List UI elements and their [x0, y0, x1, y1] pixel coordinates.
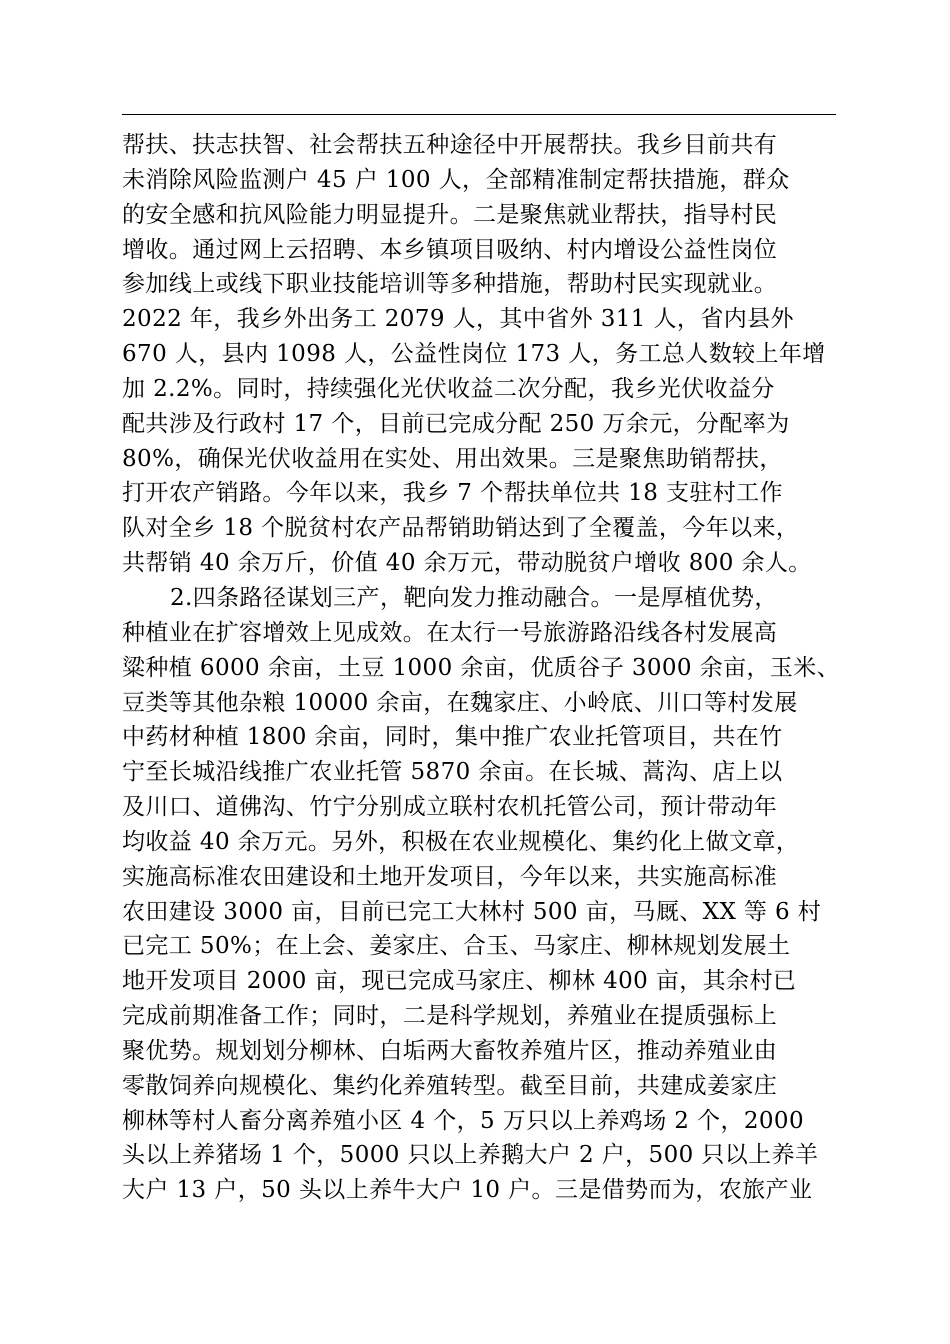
text-line: 80%，确保光伏收益用在实处、用出效果。三是聚焦助销帮扶， — [122, 445, 783, 472]
header-rule — [122, 114, 836, 115]
text-line: 的安全感和抗风险能力明显提升。二是聚焦就业帮扶，指导村民 — [122, 201, 778, 228]
text-line: 地开发项目 2000 亩，现已完成马家庄、柳林 400 亩，其余村已 — [122, 968, 797, 995]
text-line: 零散饲养向规模化、集约化养殖转型。截至目前，共建成姜家庄 — [122, 1072, 778, 1099]
text-line: 打开农产销路。今年以来，我乡 7 个帮扶单位共 18 支驻村工作 — [122, 480, 783, 507]
body-text — [122, 128, 842, 1208]
text-line: 加 2.2%。同时，持续强化光伏收益二次分配，我乡光伏收益分 — [122, 375, 775, 402]
text-line: 中药材种植 1800 余亩，同时，集中推广农业托管项目，共在竹 — [122, 724, 783, 751]
text-line: 大户 13 户，50 头以上养牛大户 10 户。三是借势而为，农旅产业 — [122, 1177, 813, 1204]
text-line: 均收益 40 余万元。另外，积极在农业规模化、集约化上做文章， — [122, 828, 800, 855]
text-line: 未消除风险监测户 45 户 100 人，全部精准制定帮扶措施，群众 — [122, 166, 790, 193]
text-line: 聚优势。规划划分柳林、白垢两大畜牧养殖片区，推动养殖业由 — [122, 1037, 778, 1064]
text-line: 农田建设 3000 亩，目前已完工大林村 500 亩，马厩、XX 等 6 村 — [122, 898, 822, 925]
text-line: 已完工 50%；在上会、姜家庄、合玉、马家庄、柳林规划发展土 — [122, 933, 791, 960]
text-line: 及川口、道佛沟、竹宁分别成立联村农机托管公司，预计带动年 — [122, 794, 778, 821]
text-line: 实施高标准农田建设和土地开发项目，今年以来，共实施高标准 — [122, 863, 778, 890]
text-line: 配共涉及行政村 17 个，目前已完成分配 250 万余元，分配率为 — [122, 410, 790, 437]
text-line: 队对全乡 18 个脱贫村农产品帮销助销达到了全覆盖，今年以来， — [122, 515, 800, 542]
text-line: 柳林等村人畜分离养殖小区 4 个，5 万只以上养鸡场 2 个，2000 — [122, 1107, 804, 1134]
text-line: 宁至长城沿线推广农业托管 5870 余亩。在长城、蒿沟、店上以 — [122, 759, 783, 786]
text-line: 共帮销 40 余万斤，价值 40 余万元，带动脱贫户增收 800 余人。 — [122, 550, 812, 577]
text-line: 670 人，县内 1098 人，公益性岗位 173 人，务工总人数较上年增 — [122, 341, 826, 368]
text-line: 豆类等其他杂粮 10000 余亩，在魏家庄、小岭底、川口等村发展 — [122, 689, 798, 716]
text-line: 完成前期准备工作；同时，二是科学规划，养殖业在提质强标上 — [122, 1003, 778, 1030]
text-line: 种植业在扩容增效上见成效。在太行一号旅游路沿线各村发展高 — [122, 619, 778, 646]
text-line: 参加线上或线下职业技能培训等多种措施，帮助村民实现就业。 — [122, 271, 778, 298]
text-line: 增收。通过网上云招聘、本乡镇项目吸纳、村内增设公益性岗位 — [122, 236, 778, 263]
text-line: 2022 年，我乡外出务工 2079 人，其中省外 311 人，省内县外 — [122, 306, 794, 333]
text-line: 头以上养猪场 1 个，5000 只以上养鹅大户 2 户，500 只以上养羊 — [122, 1142, 819, 1169]
paragraph-start-line: 2.四条路径谋划三产，靶向发力推动融合。一是厚植优势， — [170, 584, 778, 611]
text-line: 帮扶、扶志扶智、社会帮扶五种途径中开展帮扶。我乡目前共有 — [122, 132, 778, 158]
text-line: 粱种植 6000 余亩，土豆 1000 余亩，优质谷子 3000 余亩，玉米、 — [122, 654, 841, 681]
